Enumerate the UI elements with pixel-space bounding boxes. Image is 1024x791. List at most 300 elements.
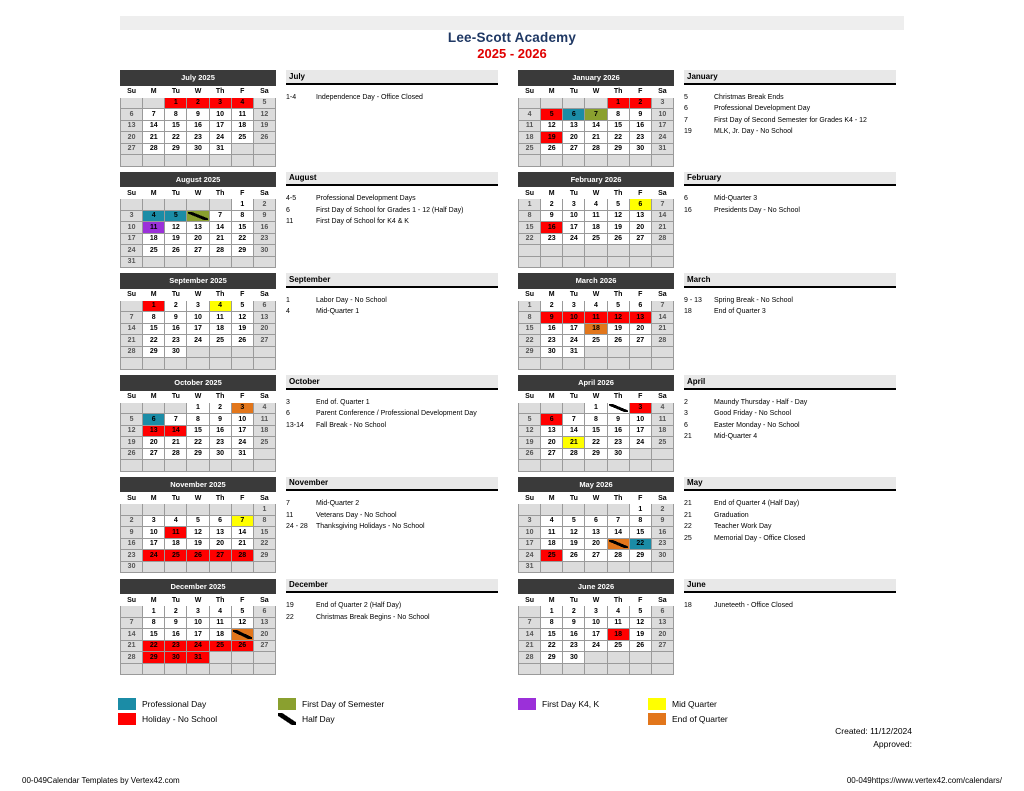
day-number: 20: [127, 133, 136, 141]
weekday-header-m: M: [143, 289, 165, 300]
weekday-header-sa: Sa: [253, 595, 275, 606]
day-number: 28: [149, 145, 158, 153]
calendar-day-cell: [585, 414, 607, 426]
event-date: 25: [684, 534, 692, 542]
calendar-day-cell: [187, 143, 209, 155]
calendar-month-title: June 2026: [518, 579, 674, 595]
weekday-header-sa: Sa: [651, 391, 673, 402]
calendar-cell-empty: [651, 245, 673, 257]
event-list-item: [286, 295, 498, 307]
month-block: [120, 477, 498, 574]
day-number: 19: [614, 223, 623, 231]
day-number: 3: [196, 302, 200, 310]
weekday-header-su: Su: [519, 493, 541, 504]
weekday-header-sa: Sa: [253, 188, 275, 199]
legend-label: First Day K4, K: [542, 698, 600, 709]
calendar-day-cell: [541, 233, 563, 245]
calendar-day-cell: [541, 606, 563, 618]
calendar-cell-empty: [253, 663, 275, 675]
calendar-day-cell: [541, 652, 563, 664]
calendar-week-row: [519, 143, 674, 155]
calendar-week-row: [121, 245, 276, 257]
day-number: 30: [260, 246, 269, 254]
calendar-day-cell: [121, 629, 143, 641]
calendar-day-cell: [209, 300, 231, 312]
event-date: 21: [684, 500, 692, 507]
day-number: 10: [525, 528, 534, 536]
calendar-day-cell: [143, 143, 165, 155]
calendar-day-cell: [187, 222, 209, 234]
event-description: Mid-Quarter 1: [316, 308, 360, 315]
event-list-item: [684, 115, 896, 127]
legend-label: Professional Day: [142, 698, 207, 709]
day-number: 16: [569, 630, 578, 638]
calendar-day-cell: [187, 109, 209, 121]
day-number: 29: [149, 348, 158, 356]
calendar-day-cell: [563, 527, 585, 539]
calendar-week-row: [519, 97, 674, 109]
calendar-day-cell: [651, 527, 673, 539]
calendar-day-cell: [541, 538, 563, 550]
day-number: 18: [614, 630, 623, 638]
weekday-header-f: F: [231, 595, 253, 606]
month-events: [684, 477, 896, 545]
day-number: 10: [216, 110, 225, 118]
footer-right-link[interactable]: 00-049https://www.vertex42.com/calendars/: [846, 776, 1002, 785]
legend-label: End of Quarter: [672, 713, 728, 724]
event-list-spacer: [684, 85, 896, 92]
legend-swatch-half: [278, 713, 296, 725]
calendar-day-cell: [585, 199, 607, 211]
calendar-day-cell: [209, 210, 231, 222]
day-number: 5: [262, 99, 267, 107]
calendar-cell-empty: [143, 97, 165, 109]
event-date: 7: [286, 500, 290, 507]
calendar-day-cell: [607, 222, 629, 234]
day-number: 14: [525, 630, 534, 638]
calendar-day-cell: [187, 640, 209, 652]
day-number: 9: [660, 517, 665, 525]
day-number: 22: [149, 642, 158, 650]
calendar-day-cell: [209, 550, 231, 562]
day-number: 7: [129, 313, 134, 321]
day-number: 12: [636, 619, 645, 627]
calendar-table: [120, 477, 276, 574]
day-number: 5: [549, 110, 554, 118]
calendar-week-row: [519, 561, 674, 573]
event-date: 21: [684, 511, 692, 519]
calendar-day-cell: [607, 120, 629, 132]
calendar-day-cell: [607, 437, 629, 449]
calendar-day-cell: [121, 109, 143, 121]
calendar-day-cell: [541, 109, 563, 121]
calendar-day-cell: [209, 606, 231, 618]
day-number: 13: [636, 212, 645, 220]
calendar-day-cell: [585, 527, 607, 539]
event-list-panel: [684, 172, 896, 217]
calendar-cell-empty: [651, 561, 673, 573]
calendar-cell-empty: [121, 97, 143, 109]
weekday-header-w: W: [187, 391, 209, 402]
calendar-day-cell: [585, 210, 607, 222]
calendar-day-cell: [209, 425, 231, 437]
event-list: [286, 498, 498, 533]
calendar-day-cell: [585, 323, 607, 335]
calendar-day-cell: [143, 300, 165, 312]
calendar-cell-empty: [541, 245, 563, 257]
day-number: 18: [592, 223, 600, 231]
created-date: Created: 11/12/2024: [835, 726, 912, 736]
weekday-header-m: M: [541, 595, 563, 606]
calendar-week-row: [519, 640, 674, 652]
day-number: 20: [592, 540, 600, 548]
calendar-cell-empty: [165, 199, 187, 211]
day-number: 13: [149, 427, 158, 435]
legend-column-1: [118, 696, 217, 726]
calendar-cell-empty: [541, 504, 563, 516]
calendar-cell-empty: [651, 663, 673, 675]
calendar-cell-empty: [253, 346, 275, 358]
weekday-header-tu: Tu: [165, 595, 187, 606]
day-number: 15: [525, 223, 534, 231]
calendar-week-row: [121, 515, 276, 527]
month-calendar: [120, 375, 276, 472]
weekday-header-tu: Tu: [165, 86, 187, 97]
calendar-day-cell: [607, 448, 629, 460]
calendar-day-cell: [651, 629, 673, 641]
calendar-week-row: [121, 414, 276, 426]
day-number: 17: [238, 427, 247, 435]
calendar-cell-empty: [519, 402, 541, 414]
calendar-cell-empty: [541, 663, 563, 675]
day-number: 5: [616, 200, 621, 208]
calendar-cell-empty: [253, 358, 275, 370]
day-number: 25: [149, 246, 158, 254]
calendar-day-cell: [541, 222, 563, 234]
day-number: 31: [658, 145, 667, 153]
calendar-week-row: [121, 199, 276, 211]
calendar-day-cell: [607, 414, 629, 426]
calendar-day-cell: [143, 414, 165, 426]
weekday-header-tu: Tu: [563, 391, 585, 402]
day-number: 11: [238, 110, 246, 118]
calendar-week-row: [519, 652, 674, 664]
month-block: [518, 375, 896, 472]
event-date: 22: [286, 613, 294, 621]
calendar-cell-empty: [629, 245, 651, 257]
calendar-day-cell: [519, 629, 541, 641]
day-number: 28: [592, 145, 600, 153]
calendar-cell-empty: [231, 256, 253, 268]
day-number: 8: [196, 415, 200, 423]
calendar-day-cell: [541, 335, 563, 347]
calendar-cell-empty: [165, 561, 187, 573]
weekday-header-su: Su: [519, 595, 541, 606]
day-number: 18: [525, 133, 534, 141]
calendar-day-cell: [165, 300, 187, 312]
month-block: [518, 70, 896, 167]
day-number: 3: [571, 302, 576, 310]
calendar-week-row: [121, 617, 276, 629]
day-number: 12: [525, 427, 534, 435]
calendar-cell-empty: [165, 402, 187, 414]
weekday-header-w: W: [585, 86, 607, 97]
calendar-day-cell: [253, 210, 275, 222]
day-number: 12: [238, 619, 247, 627]
calendar-day-cell: [563, 199, 585, 211]
weekday-header-th: Th: [209, 595, 231, 606]
event-date: 16: [684, 206, 692, 214]
day-number: 2: [549, 302, 554, 310]
day-number: 20: [569, 133, 578, 141]
day-number: 7: [571, 415, 576, 423]
day-number: 26: [238, 336, 247, 344]
day-number: 6: [262, 607, 267, 615]
calendar-day-cell: [121, 335, 143, 347]
weekday-header-tu: Tu: [563, 289, 585, 300]
day-number: 15: [238, 223, 247, 231]
calendar-day-cell: [629, 538, 651, 550]
event-list-month-header: December: [286, 579, 498, 594]
day-number: 6: [262, 302, 267, 310]
day-number: 15: [260, 528, 269, 536]
event-list-item: [286, 600, 498, 612]
legend-item: [118, 711, 217, 726]
calendar-day-cell: [651, 402, 673, 414]
day-number: 27: [636, 235, 645, 243]
weekday-header-tu: Tu: [563, 86, 585, 97]
calendar-day-cell: [187, 335, 209, 347]
day-number: 4: [218, 607, 223, 615]
calendar-day-cell: [607, 210, 629, 222]
event-date: 6: [286, 206, 290, 214]
calendar-cell-empty: [563, 97, 585, 109]
calendar-day-cell: [541, 527, 563, 539]
weekday-header-w: W: [585, 493, 607, 504]
calendar-week-row: [121, 233, 276, 245]
event-list-month-header: September: [286, 273, 498, 288]
calendar-day-cell: [165, 538, 187, 550]
weekday-header-th: Th: [607, 493, 629, 504]
event-description: Parent Conference / Professional Development Day: [316, 410, 477, 417]
event-list: [684, 92, 896, 138]
calendar-day-cell: [231, 97, 253, 109]
day-number: 17: [194, 630, 202, 638]
day-number: 5: [571, 517, 576, 525]
calendar-cell-empty: [519, 245, 541, 257]
calendar-day-cell: [165, 346, 187, 358]
calendar-cell-empty: [121, 402, 143, 414]
calendar-day-cell: [209, 335, 231, 347]
day-number: 26: [260, 133, 269, 141]
day-number: 21: [171, 438, 180, 446]
calendar-cell-empty: [563, 561, 585, 573]
calendar-day-cell: [187, 437, 209, 449]
day-number: 17: [636, 427, 645, 435]
calendar-month-title: April 2026: [518, 375, 674, 391]
calendar-day-cell: [651, 538, 673, 550]
page-title: [0, 30, 1024, 61]
calendar-day-cell: [519, 300, 541, 312]
calendar-week-row: [519, 109, 674, 121]
calendar-day-cell: [253, 425, 275, 437]
calendar-day-cell: [209, 629, 231, 641]
calendar-day-cell: [209, 448, 231, 460]
day-number: 23: [260, 235, 269, 243]
calendar-cell-empty: [519, 663, 541, 675]
calendar-table: [518, 375, 674, 472]
day-number: 22: [592, 438, 600, 446]
weekday-header-f: F: [629, 391, 651, 402]
calendar-day-cell: [187, 550, 209, 562]
day-number: 24: [525, 551, 534, 559]
month-calendar: [120, 172, 276, 269]
weekday-header-m: M: [143, 188, 165, 199]
calendar-cell-empty: [165, 663, 187, 675]
calendar-week-row: [519, 504, 674, 516]
day-number: 17: [569, 223, 578, 231]
weekday-header-tu: Tu: [165, 188, 187, 199]
weekday-header-f: F: [629, 86, 651, 97]
calendar-day-cell: [143, 132, 165, 144]
calendar-week-row: [519, 323, 674, 335]
calendar-day-cell: [231, 335, 253, 347]
event-list-spacer: [286, 186, 498, 193]
day-number: 9: [571, 619, 576, 627]
calendar-day-cell: [231, 222, 253, 234]
day-number: 4: [616, 607, 621, 615]
day-number: 1: [638, 505, 643, 513]
day-number: 28: [614, 551, 623, 559]
event-description: End of. Quarter 1: [316, 398, 370, 406]
event-list-spacer: [684, 390, 896, 397]
calendar-cell-empty: [143, 199, 165, 211]
event-list-item: [286, 612, 498, 624]
calendar-day-cell: [563, 335, 585, 347]
legend-item: [118, 696, 217, 711]
calendar-day-cell: [519, 143, 541, 155]
calendar-day-cell: [253, 629, 275, 641]
event-list-item: [684, 306, 896, 318]
calendar-day-cell: [165, 323, 187, 335]
calendar-day-cell: [629, 527, 651, 539]
day-number: 4: [151, 212, 156, 220]
calendar-day-cell: [121, 132, 143, 144]
calendar-day-cell: [585, 606, 607, 618]
day-number: 2: [571, 607, 576, 615]
day-number: 2: [173, 302, 178, 310]
day-number: 31: [194, 653, 202, 661]
calendar-day-cell: [165, 437, 187, 449]
calendar-day-cell: [563, 132, 585, 144]
calendar-cell-empty: [519, 97, 541, 109]
day-number: 21: [238, 540, 247, 548]
legend-swatch-mid: [648, 698, 666, 710]
weekday-header-w: W: [187, 86, 209, 97]
day-number: 22: [547, 642, 556, 650]
day-number: 5: [240, 302, 245, 310]
calendar-cell-empty: [121, 199, 143, 211]
calendar-cell-empty: [629, 256, 651, 268]
calendar-month-title: September 2025: [120, 273, 276, 289]
day-number: 26: [171, 246, 180, 254]
day-number: 27: [260, 642, 269, 650]
calendar-day-cell: [253, 515, 275, 527]
day-number: 25: [171, 551, 180, 559]
day-number: 21: [592, 133, 600, 141]
calendar-cell-empty: [629, 561, 651, 573]
weekday-header-th: Th: [607, 595, 629, 606]
calendar-week-row: [121, 210, 276, 222]
event-description: Mid-Quarter 4: [714, 433, 758, 440]
calendar-cell-empty: [651, 256, 673, 268]
day-number: 31: [238, 450, 247, 458]
calendar-day-cell: [165, 425, 187, 437]
weekday-header-su: Su: [519, 391, 541, 402]
day-number: 6: [660, 607, 665, 615]
calendar-day-cell: [143, 448, 165, 460]
weekday-header-th: Th: [209, 86, 231, 97]
day-number: 5: [527, 415, 532, 423]
event-list-item: [286, 92, 498, 104]
day-number: 21: [127, 642, 136, 650]
calendar-cell-empty: [585, 652, 607, 664]
day-number: 30: [636, 145, 645, 153]
month-events: [286, 375, 498, 431]
day-number: 3: [660, 99, 665, 107]
calendar-day-cell: [209, 414, 231, 426]
event-list-item: [684, 193, 896, 205]
calendar-cell-empty: [165, 504, 187, 516]
month-events: [286, 273, 498, 318]
calendar-week-row: [519, 300, 674, 312]
calendar-day-cell: [607, 97, 629, 109]
calendar-cell-empty: [585, 460, 607, 472]
calendar-day-cell: [563, 109, 585, 121]
weekday-header-w: W: [585, 595, 607, 606]
calendar-day-cell: [563, 515, 585, 527]
day-number: 1: [594, 404, 598, 412]
calendar-week-row: [121, 335, 276, 347]
calendar-day-cell: [541, 414, 563, 426]
day-number: 16: [127, 540, 136, 548]
weekday-header-f: F: [231, 289, 253, 300]
day-number: 27: [127, 145, 136, 153]
calendar-day-cell: [165, 448, 187, 460]
calendar-day-cell: [541, 323, 563, 335]
calendar-day-cell: [541, 199, 563, 211]
calendar-day-cell: [231, 437, 253, 449]
day-number: 26: [547, 145, 556, 153]
calendar-day-cell: [585, 515, 607, 527]
day-number: 30: [547, 348, 556, 356]
calendar-day-cell: [143, 425, 165, 437]
calendar-week-row: [121, 460, 276, 472]
calendar-cell-empty: [563, 402, 585, 414]
day-number: 3: [218, 99, 223, 107]
weekday-header-th: Th: [607, 188, 629, 199]
calendar-table: [518, 477, 674, 574]
calendar-day-cell: [585, 538, 607, 550]
event-description: Christmas Break Ends: [714, 93, 784, 101]
event-list-panel: [286, 273, 498, 318]
weekday-header-sa: Sa: [253, 289, 275, 300]
day-number: 20: [636, 325, 645, 333]
day-number: 23: [547, 235, 556, 243]
calendar-day-cell: [121, 222, 143, 234]
calendar-day-cell: [187, 323, 209, 335]
calendar-day-cell: [519, 652, 541, 664]
